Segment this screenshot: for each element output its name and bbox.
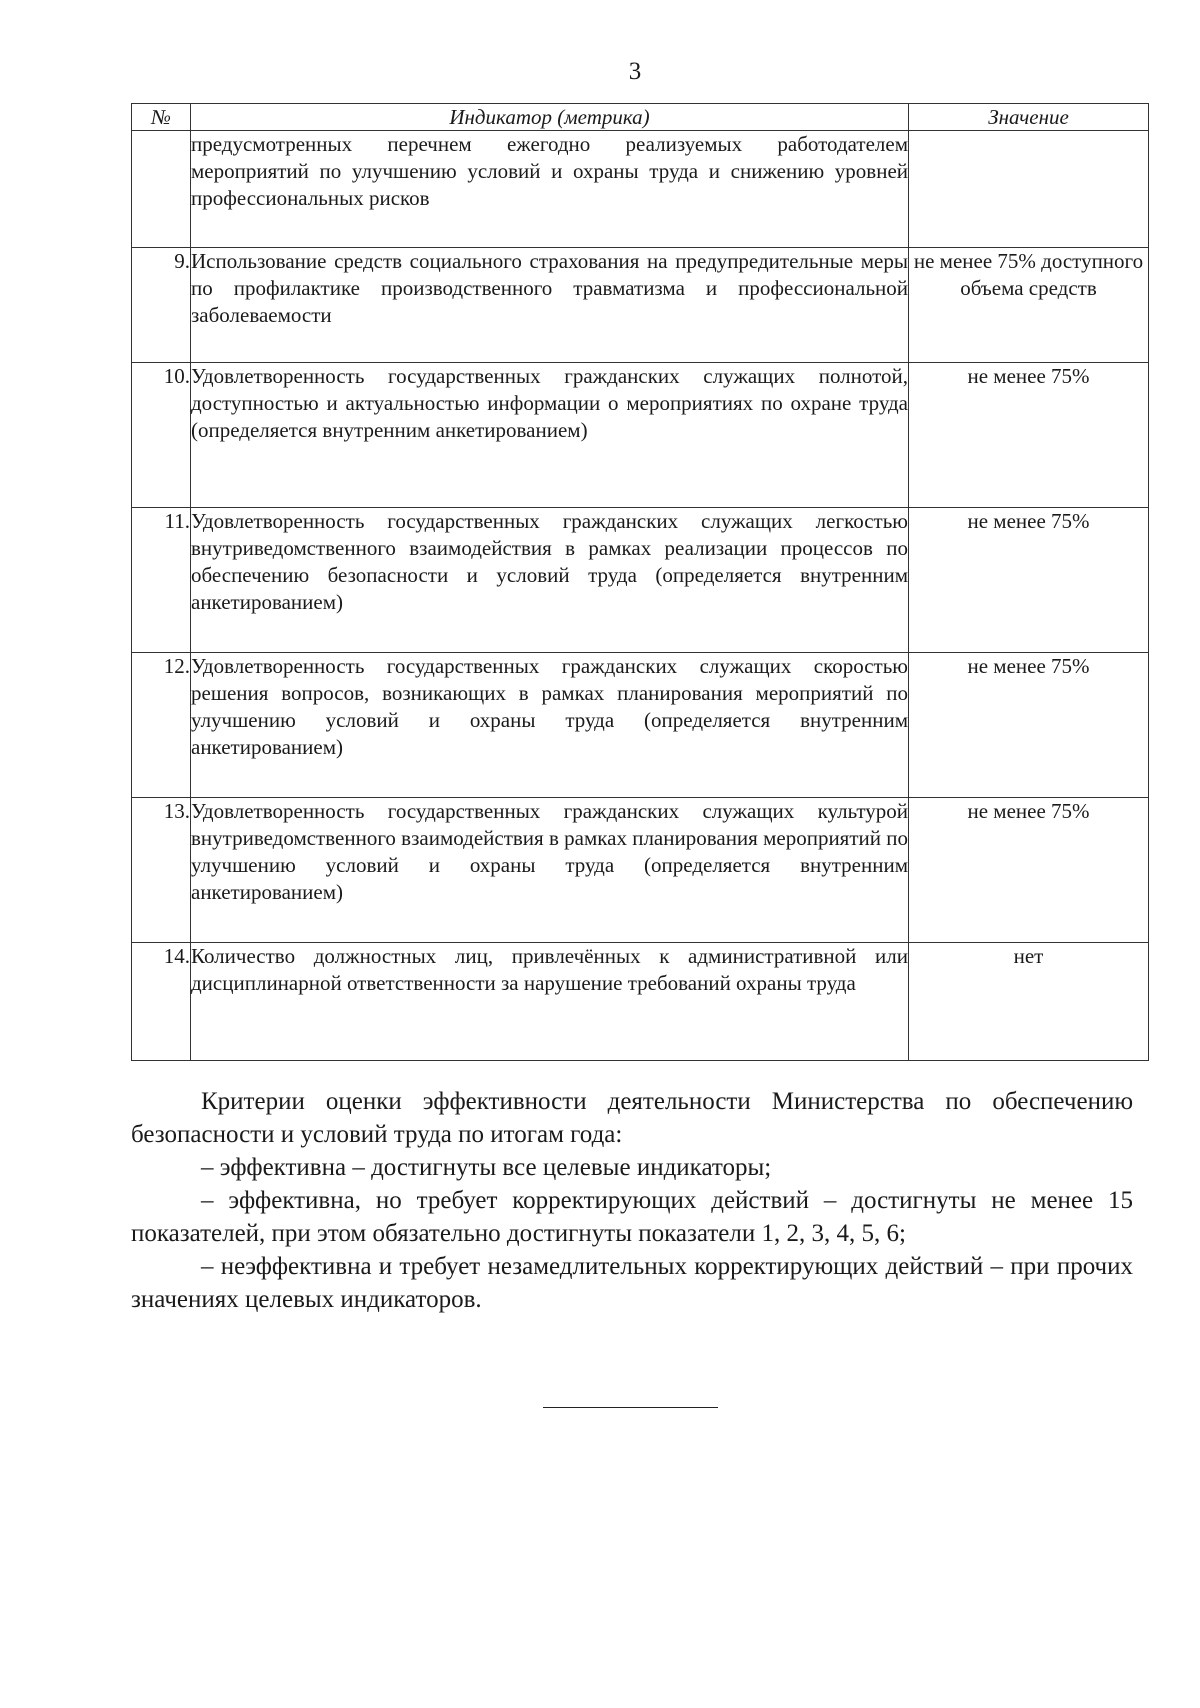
row-value: не менее 75%	[909, 363, 1149, 508]
table-row	[132, 653, 1149, 798]
criteria-item: – эффективна, но требует корректирующих действий – достигнуты не менее 15 показателей, при этом обязательно достигнуты показатели 1, 2, 3, 4, 5, 6;	[131, 1187, 1133, 1247]
table-row	[132, 798, 1149, 943]
row-number: 14.	[132, 943, 191, 1061]
row-indicator: Удовлетворенность государственных гражданских служащих культурой внутриведомственного взаимодействия в рамках планирования мероприятий по улучшению условий и охраны труда (определяется внутренним анкетированием)	[191, 798, 909, 943]
row-value: не менее 75%	[909, 653, 1149, 798]
row-number: 11.	[132, 508, 191, 653]
row-number: 12.	[132, 653, 191, 798]
row-value: нет	[909, 943, 1149, 1061]
row-indicator: Удовлетворенность государственных гражданских служащих скоростью решения вопросов, возникающих в рамках планирования мероприятий по улучшению условий и охраны труда (определяется внутренним анкетированием)	[191, 653, 909, 798]
criteria-item: – неэффективна и требует незамедлительных корректирующих действий – при прочих значениях целевых индикаторов.	[131, 1253, 1133, 1313]
row-number: 10.	[132, 363, 191, 508]
table-row	[132, 943, 1149, 1061]
row-number	[132, 131, 191, 248]
row-indicator: Количество должностных лиц, привлечённых к административной или дисциплинарной ответственности за нарушение требований охраны труда	[191, 943, 909, 1061]
row-value: не менее 75%	[909, 798, 1149, 943]
row-number: 9.	[132, 248, 191, 363]
table-row	[132, 363, 1149, 508]
row-value: не менее 75%	[909, 508, 1149, 653]
table-row	[132, 131, 1149, 248]
row-value: не менее 75% доступного объема средств	[909, 248, 1149, 363]
criteria-section	[131, 1085, 1133, 1316]
header-indicator: Индикатор (метрика)	[191, 104, 909, 131]
criteria-item: – эффективна – достигнуты все целевые индикаторы;	[201, 1154, 772, 1181]
header-value: Значение	[909, 104, 1149, 131]
row-indicator: Удовлетворенность государственных гражданских служащих легкостью внутриведомственного взаимодействия в рамках реализации процессов по обеспечению безопасности и условий труда (определяется внутренним анкетированием)	[191, 508, 909, 653]
row-number: 13.	[132, 798, 191, 943]
criteria-intro: Критерии оценки эффективности деятельности Министерства по обеспечению безопасности и условий труда по итогам года:	[131, 1088, 1133, 1148]
header-number: №	[132, 104, 191, 131]
row-value	[909, 131, 1149, 248]
indicators-table	[131, 103, 1149, 1061]
table-header-row	[132, 104, 1149, 131]
row-indicator: Удовлетворенность государственных гражданских служащих полнотой, доступностью и актуальностью информации о мероприятиях по охране труда (определяется внутренним анкетированием)	[191, 363, 909, 508]
table-row	[132, 248, 1149, 363]
end-separator-line	[543, 1407, 718, 1408]
row-indicator: предусмотренных перечнем ежегодно реализуемых работодателем мероприятий по улучшению условий и охраны труда и снижению уровней профессиональных рисков	[191, 131, 909, 248]
row-indicator: Использование средств социального страхования на предупредительные меры по профилактике производственного травматизма и профессиональной заболеваемости	[191, 248, 909, 363]
table-row	[132, 508, 1149, 653]
page-number: 3	[628, 58, 642, 85]
